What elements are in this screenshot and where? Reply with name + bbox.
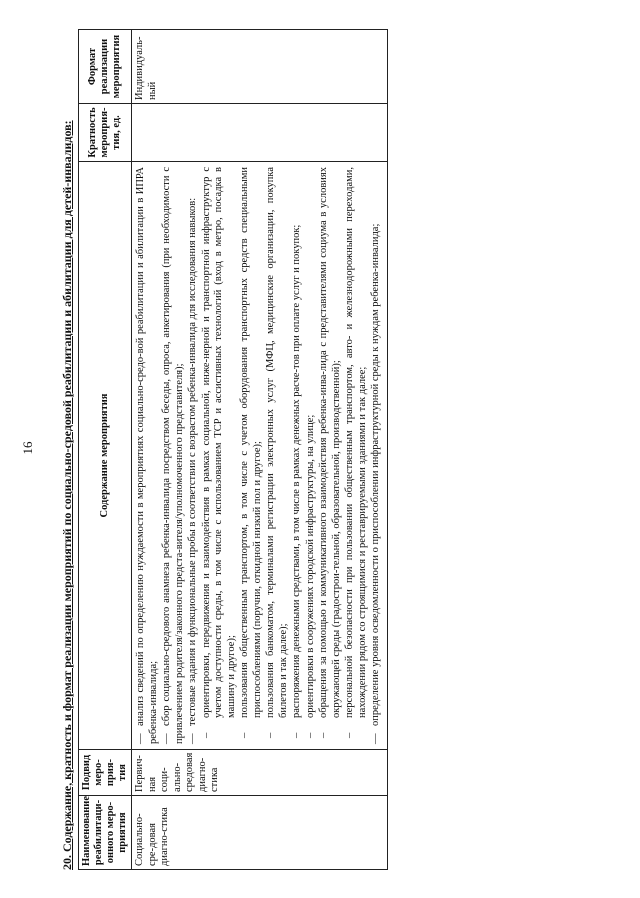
cell-multiplicity (132, 104, 388, 162)
list-item: – ориентировки, передвижения и взаимодействия в рамках социальной, инже-нерной и транспортной инфраструктур с учетом доступности среды, в том числе с использованием ТСР и ассистивных технологий (вход в метро, посадка в машину и другое); (200, 167, 237, 738)
page-number: 16 (20, 441, 35, 455)
content-paragraph: —сбор социально-средового анамнеза ребенка-инвалида посредством беседы, опроса, анкетирования (при необходимости с привлечением родителя/законного предста-вителя/уполномоченного представителя); (161, 167, 185, 744)
table-row (132, 30, 388, 870)
content-paragraph: —тестовые задания и функциональные пробы в соответствии с возрастом ребенка-инвалида для исследования навыков: (187, 197, 198, 744)
list-item: – пользования банкоматом, терминалами регистрации электронных услуг (МФЦ, медицинские организации, покупка билетов и так далее); (265, 167, 289, 738)
document-sheet (60, 30, 600, 870)
measures-table (78, 29, 388, 870)
section-heading: 20. Содержание, кратность и формат реализации мероприятий по социально-средовой реабилитации и абилитации для детей-инвалидов: (60, 120, 74, 870)
table-header-row (79, 30, 132, 870)
list-item: – пользования общественным транспортом, в том числе с учетом оборудования транспортных средств специальными приспособлениями (поручни, откидной низкий пол и другое); (239, 167, 263, 738)
content-paragraph: —анализ сведений по определению нуждаемости в мероприятиях социально-средо-вой реабилитации и абилитации в ИПРА ребенка-инвалида; (135, 167, 159, 744)
header-content: Содержание мероприятия (79, 162, 132, 750)
header-format: Формат реализации мероприятия (79, 30, 132, 104)
cell-measure-name: Социально-сре-довая диагно-стика (132, 796, 388, 870)
list-item: – персональной безопасности при пользовании общественным транспортом, авто- и железнодорожными переходами, нахождении рядом со строящимися и реставрируемыми зданиями и так далее; (344, 167, 368, 738)
cell-content (132, 162, 388, 750)
header-measure-name: Наименование реабилитаци-онного меро-приятия (79, 796, 132, 870)
header-multiplicity: Кратность мероприя-тия, ед. (79, 104, 132, 162)
list-item: – ориентировки в сооружениях городской инфраструктуры, на улице; (304, 414, 316, 738)
content-paragraph-final: —определение уровня осведомленности о приспособлении инфраструктурной среды к нуждам ребенка-инвалида; (370, 223, 381, 744)
list-item: – обращения за помощью и коммуникативного взаимодействия ребенка-инва-лида с представителями социума в условиях окружающей среды (градострои-тельной, образовательной, производственной); (318, 167, 342, 738)
cell-subtype: Первич-ная соци-ально-средовая диагно-стика (132, 750, 388, 796)
header-subtype: Подвид меро-прия-тия (79, 750, 132, 796)
list-item: – распоряжения денежными средствами, в том числе в рамках денежных расче-тов при оплате услуг и покупок; (291, 224, 302, 738)
cell-format: Индивидуаль-ный (132, 30, 388, 104)
